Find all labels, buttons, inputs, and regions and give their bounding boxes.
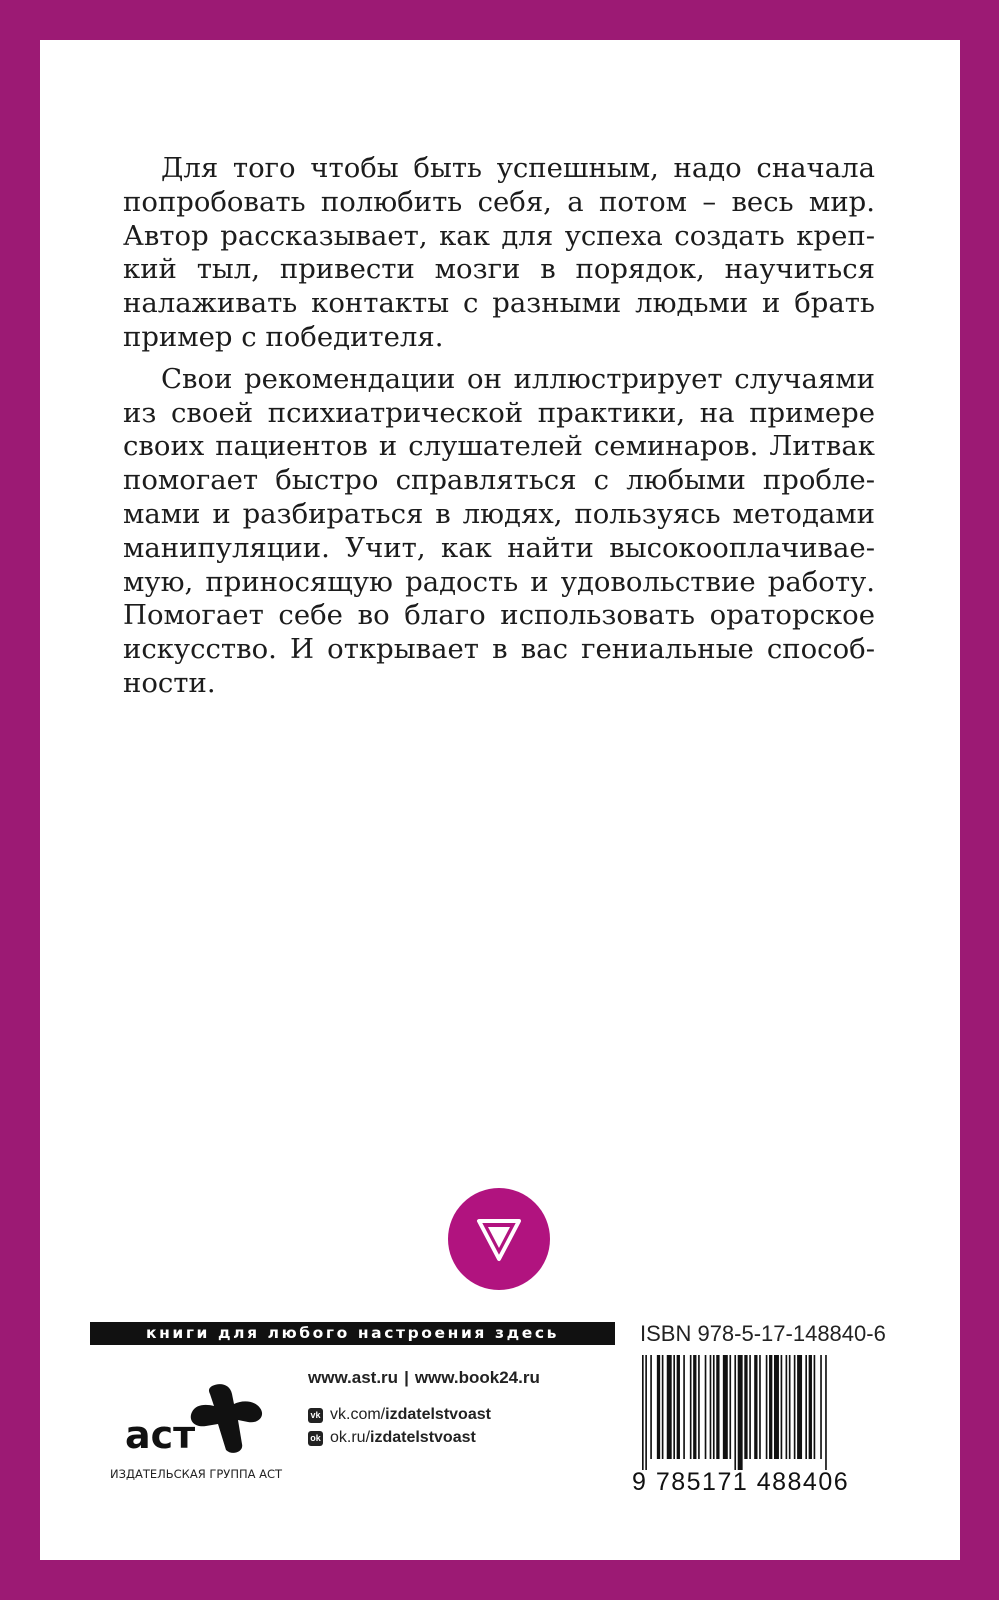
barcode-bar xyxy=(690,1355,692,1459)
ok-link[interactable] xyxy=(308,1429,476,1447)
publisher-group-name: ИЗДАТЕЛЬСКАЯ ГРУППА АСТ xyxy=(110,1467,283,1481)
series-badge xyxy=(448,1188,550,1290)
barcode-bar xyxy=(698,1355,700,1459)
barcode-bar xyxy=(766,1355,768,1459)
ok-handle: izdatelstvoast xyxy=(370,1429,476,1446)
barcode-bar xyxy=(797,1355,802,1459)
vk-handle: izdatelstvoast xyxy=(385,1406,491,1423)
barcode-bar xyxy=(729,1355,731,1459)
barcode-bar xyxy=(814,1355,816,1459)
site-link-ast[interactable]: www.ast.ru xyxy=(308,1368,399,1387)
v-triangle-icon xyxy=(448,1188,550,1290)
barcode-bar xyxy=(683,1355,685,1459)
barcode-bar xyxy=(786,1355,788,1459)
barcode-bar xyxy=(645,1355,647,1470)
barcode-bar xyxy=(693,1355,696,1459)
barcode-bar xyxy=(667,1355,672,1459)
barcode-bar xyxy=(769,1355,772,1459)
barcode-bar xyxy=(781,1355,783,1459)
slogan-banner: книги для любого настроения здесь xyxy=(90,1322,615,1345)
description-paragraph-1: Для того чтобы быть успешным, надо сначала попробовать полюбить себя, а потом – весь мир. Автор рассказывает, как для успеха создать крепкий тыл, привести мозги в порядок, научиться налаживать контакты с разными людьми и брать пример с победителя. xyxy=(123,152,875,353)
isbn-number: ISBN 978-5-17-148840-6 xyxy=(640,1321,886,1346)
barcode-bar xyxy=(650,1355,652,1459)
isbn-barcode xyxy=(640,1355,890,1470)
barcode-bar xyxy=(642,1355,644,1470)
barcode-bar xyxy=(794,1355,796,1459)
odnoklassniki-icon: ok xyxy=(308,1431,323,1446)
barcode-bar xyxy=(820,1355,822,1459)
barcode-bar xyxy=(754,1355,757,1459)
barcode-bar xyxy=(716,1355,719,1459)
vk-prefix: vk.com/ xyxy=(330,1406,386,1423)
barcode-bar xyxy=(825,1355,827,1470)
publisher-websites xyxy=(308,1368,540,1388)
barcode-bar xyxy=(723,1355,728,1459)
back-cover xyxy=(40,40,960,1560)
barcode-digits: 9 785171 488406 xyxy=(632,1468,850,1496)
barcode-bar xyxy=(705,1355,707,1459)
barcode-bar xyxy=(657,1355,660,1459)
barcode-bar xyxy=(759,1355,761,1459)
barcode-bar xyxy=(789,1355,791,1459)
vk-link[interactable] xyxy=(308,1406,491,1424)
barcode-bar xyxy=(744,1355,747,1459)
vk-icon: vk xyxy=(308,1408,323,1423)
barcode-bar xyxy=(673,1355,675,1459)
barcode-bar xyxy=(809,1355,812,1459)
barcode-bar xyxy=(662,1355,664,1459)
logo-text: аст xyxy=(125,1413,196,1457)
barcode-bar xyxy=(738,1355,743,1470)
barcode-bar xyxy=(713,1355,715,1459)
site-separator: | xyxy=(404,1368,409,1387)
barcode-bar xyxy=(774,1355,779,1459)
ast-logo xyxy=(120,1380,270,1460)
site-link-book24[interactable]: www.book24.ru xyxy=(414,1368,540,1387)
barcode-bar xyxy=(749,1355,751,1459)
description-paragraph-2: Свои рекомендации он иллюстрирует случаями из своей психиатрической практики, на примере своих пациентов и слушателей семинаров. Литвак помогает быстро справляться с любыми проблемами и разбираться в людях, пользуясь методами манипуляции. Учит, как найти высокооплачиваемую, приносящую радость и удовольствие работу. Помогает себе во благо использовать ораторское искусство. И открывает в вас гениальные способности. xyxy=(123,362,875,699)
book-description xyxy=(123,152,875,701)
barcode-bar xyxy=(677,1355,680,1459)
barcode-bar xyxy=(710,1355,712,1459)
ok-prefix: ok.ru/ xyxy=(330,1429,371,1446)
barcode-bar xyxy=(805,1355,807,1459)
barcode-bar xyxy=(734,1355,736,1470)
